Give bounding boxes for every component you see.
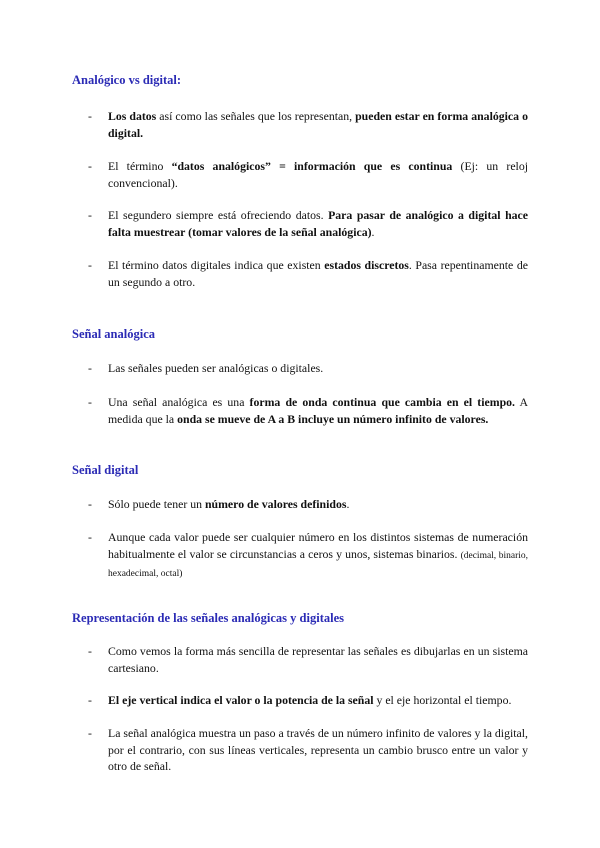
text-run: (Ej: un reloj convencional). — [108, 159, 529, 190]
list-bullet: - — [88, 361, 92, 375]
list-item — [88, 158, 528, 191]
text-run: Aunque cada valor puede ser cualquier número en los distintos sistemas de numeración habitualmente el valor se circunstancias a ceros y unos, sistemas binarios. — [108, 530, 528, 561]
list-item — [88, 496, 528, 513]
text-run: Sólo puede tener un — [108, 497, 205, 511]
list-item — [88, 360, 528, 377]
bold-text-run: forma de onda continua que cambia en el tiempo. — [249, 395, 515, 409]
list-item — [88, 643, 528, 676]
text-run: (decimal, binario, hexadecimal, octal) — [108, 550, 528, 579]
section-heading-representacion: Representación de las señales analógicas y digitales — [72, 611, 344, 625]
list-item — [88, 692, 528, 709]
list-item-text — [108, 158, 528, 191]
list-bullet: - — [88, 644, 92, 658]
text-run: El término — [108, 159, 172, 173]
text-run: El término datos digitales indica que existen — [108, 258, 325, 272]
bold-text-run: onda se mueve de A a B incluye un número infinito de valores. — [177, 411, 489, 426]
bold-text-run: Los datos — [108, 109, 157, 123]
list-bullet: - — [88, 693, 92, 707]
list-item-text — [108, 692, 528, 709]
section-heading-senal-analogica: Señal analógica — [72, 327, 155, 341]
bold-text-run: “datos analógicos” = información que es continua — [171, 159, 453, 173]
list-item — [88, 257, 528, 290]
list-bullet: - — [88, 258, 92, 272]
list-item — [88, 394, 528, 427]
list-item-text — [108, 257, 528, 290]
list-item-text — [108, 360, 528, 377]
list-item-text — [108, 529, 528, 583]
list-bullet: - — [88, 159, 92, 173]
bold-text-run: estados discretos — [324, 258, 409, 272]
list-item-text — [108, 207, 528, 240]
list-bullet: - — [88, 208, 92, 222]
list-item — [88, 725, 528, 775]
text-run: A medida que la — [108, 395, 528, 426]
list-item — [88, 108, 528, 141]
bold-text-run: pueden estar en forma analógica o digital. — [108, 109, 528, 140]
list-bullet: - — [88, 726, 92, 740]
list-item — [88, 207, 528, 240]
text-run: así como las señales que los representan, — [156, 109, 356, 123]
text-run: y el eje horizontal el tiempo. — [373, 693, 512, 707]
list-item-text — [108, 496, 528, 513]
list-bullet: - — [88, 497, 92, 511]
text-run: Una señal analógica es una — [108, 395, 250, 409]
section-heading-senal-digital: Señal digital — [72, 463, 139, 477]
bold-text-run: Para pasar de analógico a digital hace falta muestrear (tomar valores de la señal analógica) — [108, 208, 529, 239]
text-run: . — [371, 224, 375, 239]
text-run: El segundero siempre está ofreciendo datos. — [108, 208, 329, 222]
text-run: . — [346, 497, 350, 511]
list-bullet: - — [88, 109, 92, 123]
bold-text-run: número de valores definidos — [204, 497, 347, 511]
section-heading-analogico-vs-digital: Analógico vs digital: — [72, 73, 182, 87]
text-run: . Pasa repentinamente de un segundo a otro. — [108, 258, 528, 289]
list-bullet: - — [88, 395, 92, 409]
list-item-text — [108, 643, 528, 676]
list-bullet: - — [88, 530, 92, 544]
list-item-text — [108, 394, 528, 427]
text-run: Como vemos la forma más sencilla de representar las señales es dibujarlas en un sistema cartesiano. — [108, 644, 528, 675]
list-item — [88, 529, 528, 583]
text-run: La señal analógica muestra un paso a través de un número infinito de valores y la digital, por el contrario, con sus líneas verticales, representa un cambio brusco entre un valor y otro de señal. — [108, 726, 528, 773]
text-run: Las señales pueden ser analógicas o digitales. — [108, 361, 324, 375]
list-item-text — [108, 725, 528, 775]
bold-text-run: El eje vertical indica el valor o la potencia de la señal — [108, 693, 374, 707]
list-item-text — [108, 108, 528, 141]
